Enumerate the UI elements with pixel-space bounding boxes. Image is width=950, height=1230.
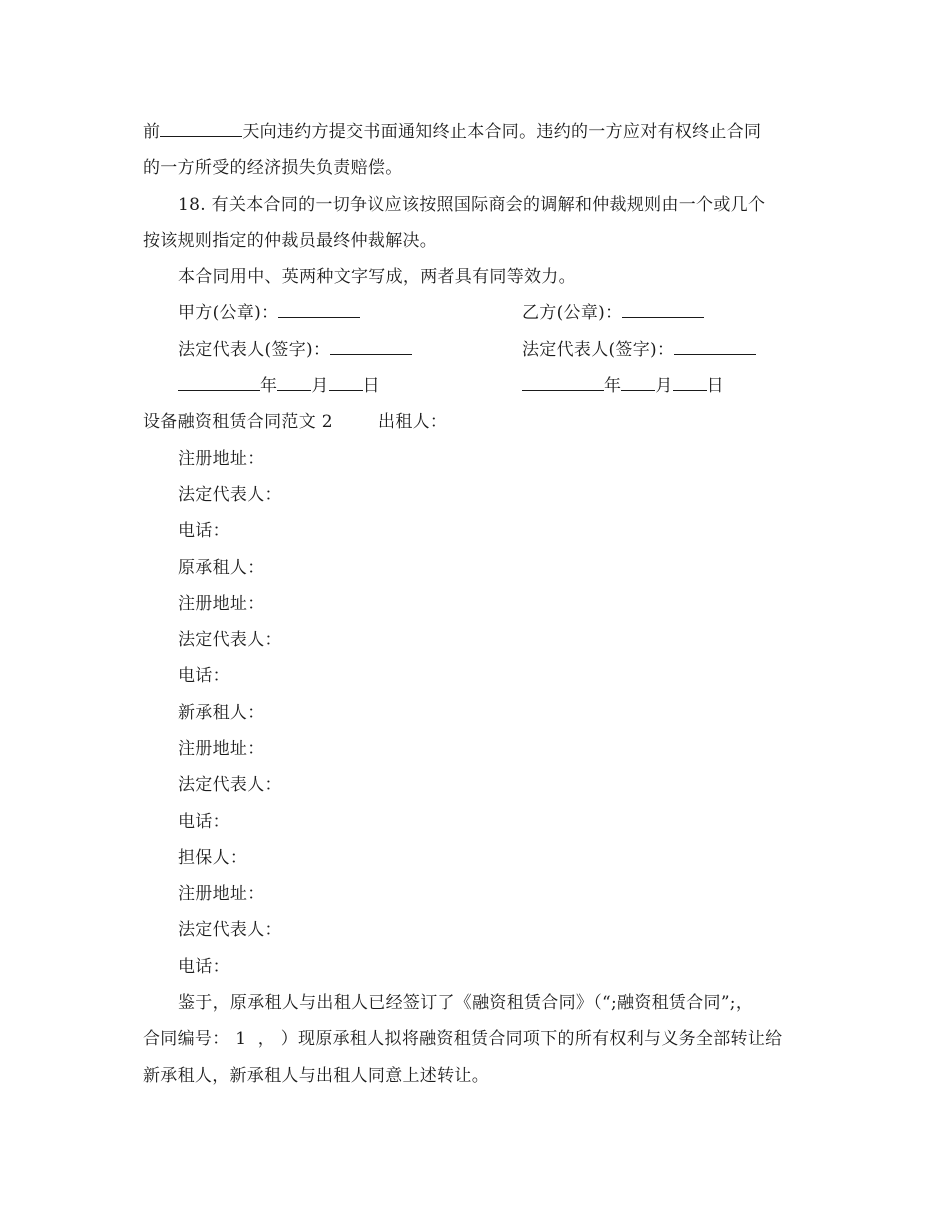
day-label: 日 [706, 376, 724, 396]
field-legal-rep: 法定代表人： [178, 920, 282, 940]
blank-party-b-rep [674, 339, 756, 355]
whereas-line-3: 新承租人，新承租人与出租人同意上述转让。 [143, 1066, 489, 1086]
party-b-rep [522, 339, 756, 361]
party-b-rep-label: 法定代表人(签字)： [522, 340, 675, 360]
party-b-seal-label: 乙方(公章)： [522, 303, 623, 323]
field-guarantor: 担保人： [178, 848, 248, 868]
party-b-date [522, 375, 724, 397]
field-legal-rep: 法定代表人： [178, 485, 282, 505]
year-label: 年 [260, 376, 278, 396]
paragraph-termination-line-1 [143, 121, 761, 143]
blank-year [178, 375, 260, 391]
party-a-rep [178, 339, 412, 361]
month-label: 月 [655, 376, 673, 396]
blank-days [160, 121, 242, 137]
text-segment: 天向违约方提交书面通知终止本合同。违约的一方应对有权终止合同 [242, 122, 762, 142]
field-phone: 电话： [178, 812, 230, 832]
blank-party-b-seal [622, 302, 704, 318]
field-registered-address: 注册地址： [178, 884, 265, 904]
blank-month [277, 375, 311, 391]
field-legal-rep: 法定代表人： [178, 630, 282, 650]
blank-month [621, 375, 655, 391]
party-a-seal-label: 甲方(公章)： [178, 303, 279, 323]
blank-party-a-rep [330, 339, 412, 355]
paragraph-languages: 本合同用中、英两种文字写成，两者具有同等效力。 [178, 267, 576, 287]
field-phone: 电话： [178, 666, 230, 686]
blank-day [673, 375, 707, 391]
field-registered-address: 注册地址： [178, 449, 265, 469]
field-legal-rep: 法定代表人： [178, 775, 282, 795]
party-a-rep-label: 法定代表人(签字)： [178, 340, 331, 360]
month-label: 月 [311, 376, 329, 396]
year-label: 年 [604, 376, 622, 396]
blank-year [522, 375, 604, 391]
lessor-label: 出租人： [378, 412, 448, 432]
party-a-seal [178, 302, 360, 324]
party-a-date [178, 375, 380, 397]
text-segment: 前 [143, 122, 161, 142]
field-phone: 电话： [178, 521, 230, 541]
field-registered-address: 注册地址： [178, 594, 265, 614]
field-new-lessee: 新承租人： [178, 703, 265, 723]
field-registered-address: 注册地址： [178, 739, 265, 759]
paragraph-arbitration-line-2: 按该规则指定的仲裁员最终仲裁解决。 [143, 231, 438, 251]
paragraph-arbitration-line-1: 18. 有关本合同的一切争议应该按照国际商会的调解和仲裁规则由一个或几个 [178, 195, 766, 215]
whereas-line-1: 鉴于，原承租人与出租人已经签订了《融资租赁合同》（“;融资租赁合同”;， [178, 993, 754, 1013]
field-phone: 电话： [178, 957, 230, 977]
paragraph-termination-line-2: 的一方所受的经济损失负责赔偿。 [143, 158, 403, 178]
party-b-seal [522, 302, 704, 324]
blank-party-a-seal [278, 302, 360, 318]
blank-day [329, 375, 363, 391]
field-original-lessee: 原承租人： [178, 558, 265, 578]
second-contract-title: 设备融资租赁合同范文 2 [143, 412, 333, 432]
whereas-line-2: 合同编号： 1 ， ）现原承租人拟将融资租赁合同项下的所有权利与义务全部转让给 [143, 1029, 783, 1049]
day-label: 日 [362, 376, 380, 396]
